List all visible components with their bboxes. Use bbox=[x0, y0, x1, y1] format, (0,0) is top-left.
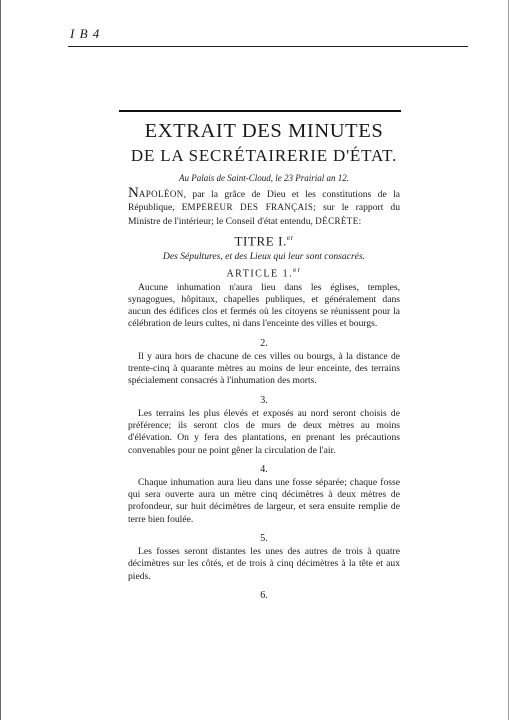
document-top-rule bbox=[119, 110, 401, 112]
header-rule bbox=[68, 46, 468, 47]
preamble-text-2: ; sur le rapport du Ministre de l'intérieur; le Conseil d'état entendu, bbox=[128, 202, 401, 227]
french-initial: F bbox=[265, 202, 271, 214]
preamble-text-1: , par la grâce de Dieu et les constitutions de la République, bbox=[128, 189, 400, 214]
document-subtitle: DE LA SECRÉTAIRERIE D'ÉTAT. bbox=[130, 146, 398, 165]
dateline: Au Palais de Saint-Cloud, le 23 Prairial an 12. bbox=[179, 173, 349, 183]
document-title: EXTRAIT DES MINUTES bbox=[144, 120, 384, 142]
article-heading-label: ARTICLE 1. bbox=[226, 268, 294, 280]
preamble-initial: N bbox=[128, 185, 139, 201]
article-heading-sup: er bbox=[293, 266, 302, 275]
titre-subtitle: Des Sépultures, et des Lieux qui leur sont consacrés. bbox=[162, 251, 366, 263]
titre-heading bbox=[128, 230, 400, 249]
article-3-number: 3. bbox=[260, 394, 268, 406]
document-body bbox=[128, 116, 400, 603]
decree-word: DÉCRÈTE: bbox=[315, 215, 362, 226]
emperor-initial: E bbox=[181, 202, 188, 214]
article-3-text: Les terrains les plus élevés et exposés au nord seront choisis de préférence; ils seront clos de murs de deux mètres au moins d'élévation. On y fera des plantations, en prenant les précautions convenables pour ne point gêner la circulation de l'air. bbox=[128, 407, 400, 456]
article-5-text: Les fosses seront distantes les unes des autres de trois à quatre décimètres sur les côtés, et de trois à cinq décimètres à la tête et aux pieds. bbox=[128, 546, 400, 582]
page-reference: I B 4 bbox=[70, 26, 101, 41]
article-2-text: Il y aura hors de chacune de ces villes ou bourgs, à la distance de trente-cinq à quarante mètres au moins de leur enceinte, des terrains spécialement consacrés à l'inhumation des morts. bbox=[128, 350, 400, 387]
article-4-text: Chaque inhumation aura lieu dans une fosse séparée; chaque fosse qui sera ouverte aura un mètre cinq décimètres à deux mètres de profondeur, sur huit décimètres de largeur, et sera ensuite remplie de terre bien foulée. bbox=[128, 476, 400, 525]
french-rest: RANÇAIS bbox=[270, 202, 314, 213]
preamble bbox=[128, 187, 400, 228]
titre-sup: er bbox=[286, 233, 294, 242]
article-1-text: Aucune inhumation n'aura lieu dans les églises, temples, synagogues, hôpitaux, chapelles publiques, et généralement dans aucun des édifices clos et fermés où les citoyens se réunissent pour la célébration de leurs cultes, ni dans l'enceinte des villes et bourgs. bbox=[128, 281, 400, 330]
article-5-number: 5. bbox=[260, 533, 268, 544]
article-heading bbox=[128, 263, 400, 281]
article-6-number: 6. bbox=[260, 589, 268, 601]
emperor-rest: MPEREUR DES bbox=[187, 202, 266, 213]
preamble-name: APOLÉON bbox=[138, 189, 184, 199]
article-4-number: 4. bbox=[260, 463, 268, 475]
titre-label: TITRE I. bbox=[234, 233, 287, 249]
article-2-number: 2. bbox=[260, 337, 268, 349]
